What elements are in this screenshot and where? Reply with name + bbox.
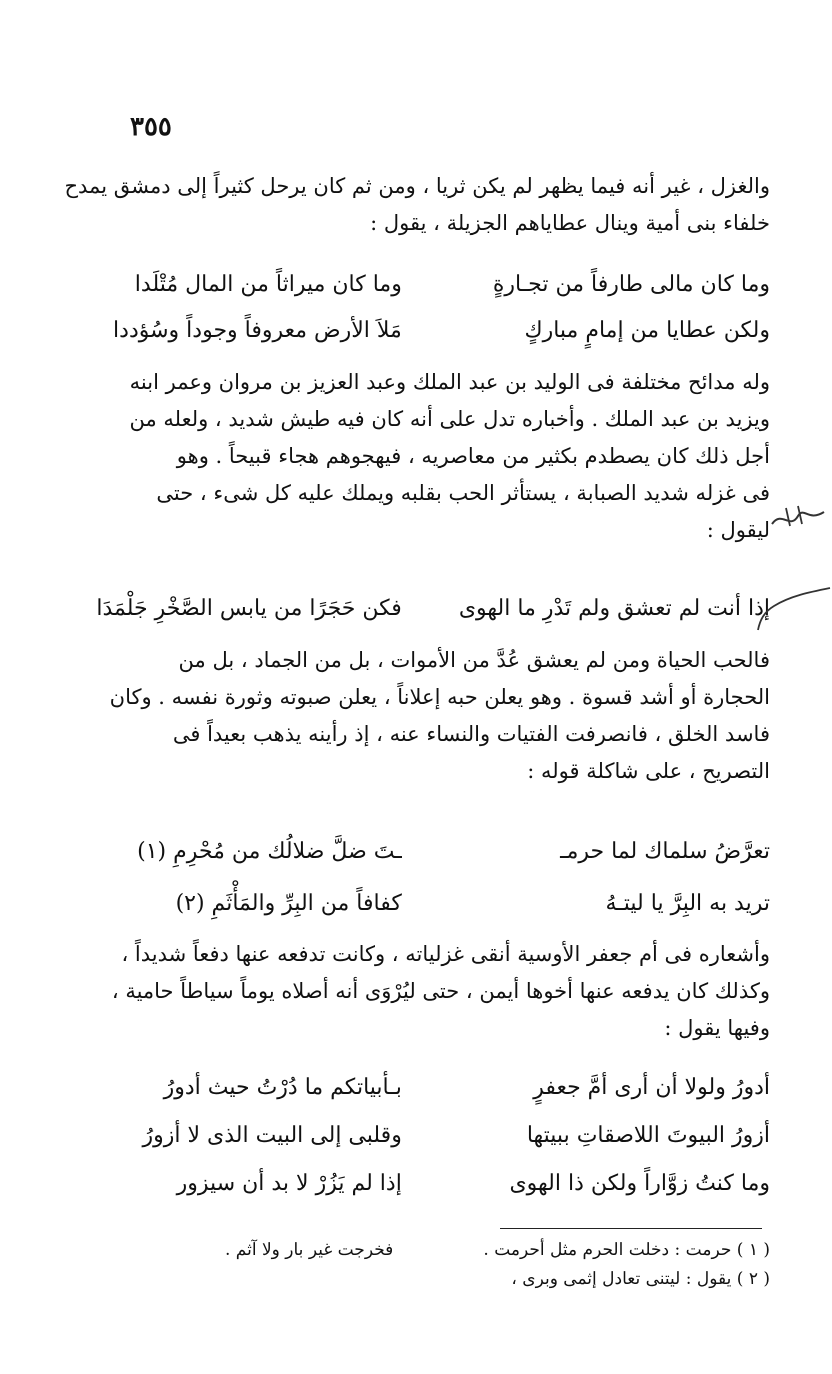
text-line: فالحب الحياة ومن لم يعشق عُدَّ من الأموات ، بل من الجماد ، بل من bbox=[178, 648, 770, 672]
text-line: ويزيد بن عبد الملك . وأخباره تدل على أنه كان فيه طيش شديد ، ولعله من bbox=[129, 407, 770, 431]
verse-block-love bbox=[62, 586, 770, 632]
text-line: خلفاء بنى أمية وينال عطاياهم الجزيلة ، يقول : bbox=[370, 211, 770, 235]
paragraph-intro bbox=[62, 168, 770, 242]
text-line: وكذلك كان يدفعه عنها أخوها أيمن ، حتى ليُرْوَى أنه أصلاه يوماً سياطاً حامية ، bbox=[111, 979, 770, 1003]
verse-block-visit bbox=[62, 1064, 770, 1208]
paragraph-umm-jafar bbox=[62, 936, 770, 1047]
footnote-divider bbox=[500, 1228, 762, 1229]
footnote-main bbox=[483, 1236, 770, 1265]
footnote-row bbox=[225, 1265, 770, 1294]
text-line: فى غزله شديد الصبابة ، يستأثر الحب بقلبه ويملك عليه كل شىء ، حتى bbox=[156, 481, 770, 505]
margin-annotation-mark bbox=[768, 500, 828, 534]
margin-annotation-stroke bbox=[754, 584, 832, 634]
verse-line bbox=[62, 826, 770, 878]
verse-second-hemistich: وقلبى إلى البيت الذى لا أزورُ bbox=[142, 1123, 402, 1148]
verse-block-salma bbox=[62, 826, 770, 930]
text-line: التصريح ، على شاكلة قوله : bbox=[527, 759, 770, 783]
page-number: ٣٥٥ bbox=[130, 112, 172, 142]
footnote-text: حرمت : دخلت الحرم مثل أحرمت . bbox=[483, 1240, 732, 1260]
verse-line bbox=[62, 1112, 770, 1160]
verse-first-hemistich: وما كان مالى طارفاً من تجـارةٍ bbox=[492, 272, 770, 297]
verse-first-hemistich: أدورُ ولولا أن أرى أمَّ جعفرٍ bbox=[533, 1075, 770, 1100]
text-line: والغزل ، غير أنه فيما يظهر لم يكن ثريا ، ومن ثم كان يرحل كثيراً إلى دمشق يمدح bbox=[64, 174, 770, 198]
verse-second-hemistich: ـتَ ضلَّ ضلالُك من مُحْرِمِ (١) bbox=[137, 839, 402, 864]
verse-second-hemistich: وما كان ميراثاً من المال مُتْلَدا bbox=[134, 272, 402, 297]
text-line: أجل ذلك كان يصطدم بكثير من معاصريه ، فيهجوهم هجاء قبيحاً . وهو bbox=[176, 444, 770, 468]
verse-block-praise bbox=[62, 262, 770, 354]
verse-first-hemistich: أزورُ البيوتَ اللاصقاتِ ببيتها bbox=[526, 1123, 770, 1148]
verse-line bbox=[62, 1160, 770, 1208]
verse-line bbox=[62, 262, 770, 308]
verse-second-hemistich: فكن حَجَرًا من يابس الصَّخْرِ جَلْمَدَا bbox=[96, 596, 402, 621]
verse-line bbox=[62, 308, 770, 354]
footnote-main bbox=[511, 1265, 770, 1294]
text-line: فاسد الخلق ، فانصرفت الفتيات والنساء عنه ، إذ رأينه يذهب بعيداً فى bbox=[172, 722, 770, 746]
paragraph-praises bbox=[62, 364, 770, 549]
text-line: الحجارة أو أشد قسوة . وهو يعلن حبه إعلاناً ، يعلن صبوته وثورة نفسه . وكان bbox=[109, 685, 770, 709]
verse-first-hemistich: وما كنتُ زوَّاراً ولكن ذا الهوى bbox=[509, 1171, 770, 1196]
verse-first-hemistich: تريد به البِرَّ يا ليتـهُ bbox=[605, 891, 770, 916]
footnote-number: ( ١ ) bbox=[736, 1240, 770, 1260]
footnote-continuation: فخرجت غير بار ولا آثم . bbox=[225, 1240, 394, 1260]
footnote-text: يقول : ليتنى تعادل إثمى وبرى ، bbox=[511, 1269, 732, 1289]
text-line: وفيها يقول : bbox=[664, 1016, 770, 1040]
text-line: ليقول : bbox=[706, 518, 770, 542]
footnote-row bbox=[225, 1236, 770, 1265]
paragraph-love bbox=[62, 642, 770, 790]
footnote-number: ( ٢ ) bbox=[736, 1269, 770, 1289]
verse-second-hemistich: كفافاً من البِرِّ والمَأْثَمِ (٢) bbox=[175, 891, 402, 916]
verse-first-hemistich: ولكن عطايا من إمامٍ مباركٍ bbox=[524, 318, 770, 343]
verse-second-hemistich: إذا لم يَزُرْ لا بد أن سيزور bbox=[176, 1171, 402, 1196]
footnotes bbox=[225, 1236, 770, 1294]
verse-first-hemistich: إذا أنت لم تعشق ولم تَدْرِ ما الهوى bbox=[458, 596, 770, 621]
verse-line bbox=[62, 1064, 770, 1112]
verse-line bbox=[62, 878, 770, 930]
text-line: وأشعاره فى أم جعفر الأوسية أنقى غزلياته ، وكانت تدفعه عنها دفعاً شديداً ، bbox=[121, 942, 770, 966]
verse-second-hemistich: بـأبياتكم ما دُرْتُ حيث أدورُ bbox=[163, 1075, 402, 1100]
text-line: وله مدائح مختلفة فى الوليد بن عبد الملك وعبد العزيز بن مروان وعمر ابنه bbox=[129, 370, 770, 394]
verse-line bbox=[62, 586, 770, 632]
verse-second-hemistich: مَلاَ الأرض معروفاً وجوداً وسُؤددا bbox=[113, 318, 402, 343]
verse-first-hemistich: تعرَّضُ سلماك لما حرمـ bbox=[560, 839, 770, 864]
